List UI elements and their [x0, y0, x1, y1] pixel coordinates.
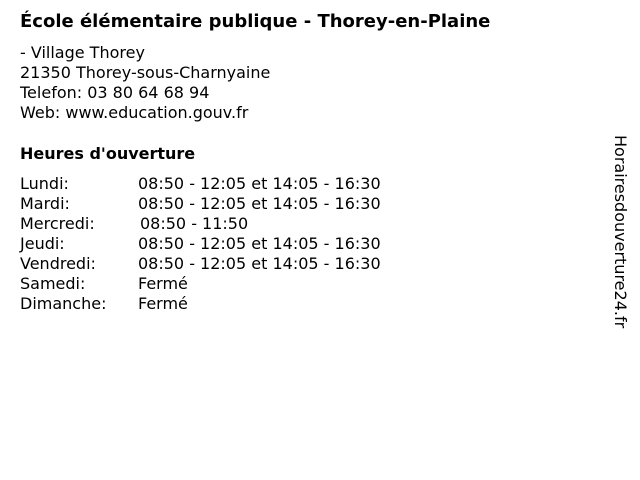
postal-city: 21350 Thorey-sous-Charnyaine	[20, 63, 271, 82]
time-value: 08:50 - 12:05 et 14:05 - 16:30	[138, 194, 381, 213]
time-value: Fermé	[138, 274, 188, 293]
phone-number: Telefon: 03 80 64 68 94	[20, 83, 210, 102]
time-value: 08:50 - 12:05 et 14:05 - 16:30	[138, 254, 381, 273]
opening-hours-heading: Heures d'ouverture	[20, 144, 196, 163]
page-title: École élémentaire publique - Thorey-en-Plaine	[20, 11, 491, 32]
site-watermark: Horairesdouverture24.fr	[611, 135, 630, 329]
time-value: 08:50 - 12:05 et 14:05 - 16:30	[138, 234, 381, 253]
day-label: Vendredi:	[20, 254, 96, 273]
address-line: - Village Thorey	[20, 43, 145, 62]
website: Web: www.education.gouv.fr	[20, 103, 249, 122]
day-label: Mercredi:	[20, 214, 95, 233]
time-value: 08:50 - 11:50	[140, 214, 249, 233]
time-value: 08:50 - 12:05 et 14:05 - 16:30	[138, 174, 381, 193]
address-block	[20, 43, 270, 123]
day-label: Samedi:	[20, 274, 86, 293]
time-value: Fermé	[138, 294, 188, 313]
day-label: Jeudi:	[20, 234, 65, 253]
day-label: Mardi:	[20, 194, 70, 213]
day-label: Dimanche:	[20, 294, 107, 313]
day-label: Lundi:	[20, 174, 69, 193]
